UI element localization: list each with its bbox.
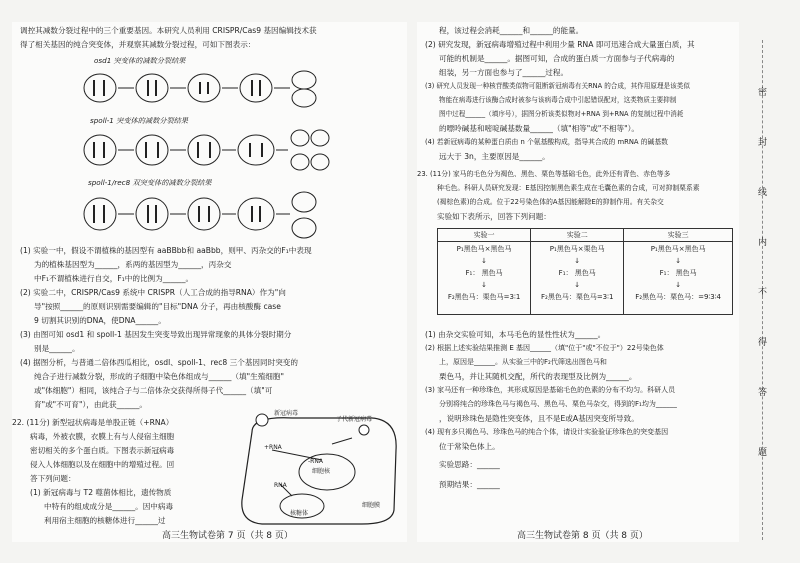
figure-label: osd1 突变体的减数分裂结果 [94,56,186,65]
question-line: (3) 研究人员发现一种核苷酸类似物可阻断新冠病毒有关RNA 的合成，其作用原理是该类似 [425,82,690,90]
table-header: 实验二 [531,229,624,242]
diagram-label: 细胞膜 [362,502,381,509]
question-line: 为的植株基因型为______，系两的基因型为______，丙杂交 [34,260,232,269]
table-cell: P₁黑色马×黑色马 ↓ F₁： 黑色马 ↓ F₂黑色马：栗色马：=9∶3∶4 [624,242,733,315]
double-mutant-meiosis-figure [82,190,352,240]
seal-char: 得 [758,338,768,348]
question-line: 栗色马，并让其随机交配，所代的表现型及比例为______。 [439,372,637,381]
seal-char: 密 [758,88,768,98]
question-line: 利用宿主细胞的核糖体进行______过 [44,516,166,525]
question-line: 位于常染色体上。 [439,442,500,451]
table-cell: P₁黑色马×黑色马 ↓ F₁： 黑色马 ↓ F₂黑色马：栗色马=3∶1 [438,242,531,315]
diagram-label: 细胞核 [312,468,331,475]
intro-line: 调控其减数分裂过程中的三个重要基因。本研究人员利用 CRISPR/Cas9 基因编辑技术获 [20,26,317,35]
question-line: (2) 实验二中，CRISPR/Cas9 系统中 CRISPR（人工合成的指导RNA）作为"向 [20,288,286,297]
question-line: (3) 由图可知 osd1 和 spoll-1 基因发生突变导致出现异常现象的具体分裂时期分 [20,330,292,339]
question-line: 程，该过程会消耗______和______的能量。 [439,26,584,35]
question-line: 上，原因是______。从实验三中的F₂代筛选出图色马和 [439,358,607,366]
question-line: 可能的机制是______。据图可知，合成的蛋白质一方面参与子代病毒的 [439,54,675,63]
question-line: 病毒，外被衣膜，衣膜上有与人侵宿主细胞 [30,432,175,441]
question-line: (1) 由杂交实验可知，本马毛色的显性性状为______。 [425,330,606,339]
question-line: 9 切割其识别的DNA，使DNA______。 [34,316,166,325]
question-line: 物能在病毒进行该酶合成时被参与该病毒合成中引起错误配对，这类物质主要抑制 [439,96,677,104]
seal-char: 封 [758,138,768,148]
question-line: (4) 据图分析，与普通二倍体西瓜相比，osdl、spoll-1、rec8 三个基因同时突变的 [20,358,298,367]
question-line: 实验如下表所示，回答下列问题： [437,212,551,221]
question-line: 导"按照______的原则识别需要编辑的"目标"DNA 分子，再由核酸酶 case [34,302,281,311]
seal-char: 不 [758,288,768,298]
question-line: 图中过程______（填序号），据图分析该类似物对+RNA 到+RNA 的复制过程中消耗 [439,110,684,118]
figure-label: spoll-1/rec8 双突变体的减数分裂结果 [88,178,212,187]
question-line: (1) 实验一中，假设不谓植株的基因型有 aaBBbb和 aaBbb，则甲、丙杂交的F₁中表现 [20,246,312,255]
diagram-label: 子代新冠病毒 [336,416,373,423]
table-header: 实验一 [438,229,531,242]
intro-line: 得了相关基因的纯合突变体，并观察其减数分裂过程，可如下图表示： [20,40,256,49]
exam-page-7 [12,22,407,542]
question-line: 分别将纯合的珍珠色马与褐色马、黑色马、栗色马杂交，得到的F₁均为______ [439,400,677,408]
question-line: (4) 现有多只褐色马、珍珠色马的纯合个体，请设计实验验证珍珠色的突变基因 [425,428,669,436]
seal-char: 线 [758,188,768,198]
question-line: 育"或"不可育"），由此获______。 [34,400,147,409]
cross-experiment-table [437,228,733,315]
diagram-label: 新冠病毒 [274,410,299,417]
question-line: (2) 根据上述实验结果推测 E 基因______（填"位于"或"不位于"）22号染色体 [425,344,664,352]
question-line: (2) 研究发现，新冠病毒增殖过程中利用少量 RNA 即可迅速合成大量蛋白质，其 [425,40,695,49]
question-line: 23. (11分) 家马的毛色分为褐色、黑色、栗色等基础毛色，此外还有青色、赤色等多 [417,170,671,178]
question-line: 侵入人体细胞以及在细胞中的增殖过程。回 [30,460,175,469]
question-line: 中F₁不谓植株进行自交，F₁中的比例为______。 [34,274,194,283]
question-line: 或"体细胞"）相同，该纯合子与二倍体杂交获得所得子代______（填"可 [34,386,273,395]
question-line: 22. (11分) 新型冠状病毒是单股正链（+RNA） [12,418,174,427]
seal-char: 内 [758,238,768,248]
question-line: (1) 新冠病毒与 T2 噬菌体相比，遗传物质 [30,488,172,497]
diagram-label: -RNA [308,458,323,465]
question-line: 别是______。 [34,344,80,353]
question-line: 中特有的组成成分是______。因中病毒 [44,502,174,511]
diagram-label: 核糖体 [290,510,309,517]
question-line: (褐棕色素)的合成。位于22号染色体的A基因能解除E的抑制作用。有关杂交 [437,198,664,206]
question-line: (4) 若新冠病毒的某种蛋白质由 n 个氨基酸构成，指导其合成的 mRNA 的碱基数 [425,138,668,146]
spoll1-meiosis-figure [82,128,352,172]
question-line: 远大于 3n，主要原因是______。 [439,152,550,161]
question-line: 种毛色。科研人员研究发现：E基因控制黑色素生成在毛囊色素的合成，可对抑制栗系素 [437,184,700,192]
page-footer: 高三生物试卷第 8 页（共 8 页） [517,531,648,541]
diagram-label: +RNA [264,444,282,451]
figure-label: spoll-1 突变体的减数分裂结果 [90,116,189,125]
question-line: 组装，另一方面也参与了______过程。 [439,68,569,77]
exam-page-8 [417,22,739,542]
question-line: ，说明珍珠色是隐性突变体，且不是E或A基因突变所导致。 [439,414,639,423]
table-header: 实验三 [624,229,733,242]
question-line: 密切相关的多个蛋白质。下图表示新冠病毒 [30,446,175,455]
diagram-label: RNA [274,482,287,489]
question-line: 实验思路：______ [439,460,500,469]
seal-margin [752,85,776,485]
question-line: 的嘌呤碱基和嘧啶碱基数量______（填"相等"或"不相等"）。 [439,124,640,133]
question-line: 预期结果：______ [439,480,500,489]
question-line: (3) 家马还有一种珍珠色，其形成原因是基础毛色的色素的分布不均匀。科研人员 [425,386,676,394]
seal-char: 答 [758,388,768,398]
page-footer: 高三生物试卷第 7 页（共 8 页） [162,531,293,541]
table-cell: P₁黑色马×栗色马 ↓ F₁： 黑色马 ↓ F₂黑色马：栗色马=3∶1 [531,242,624,315]
question-line: 答下列问题： [30,474,76,483]
osd1-meiosis-figure [82,68,342,108]
seal-char: 题 [758,448,768,458]
question-line: 纯合子进行减数分裂，形成的子细胞中染色体组成与______（填"生殖细胞" [34,372,284,381]
